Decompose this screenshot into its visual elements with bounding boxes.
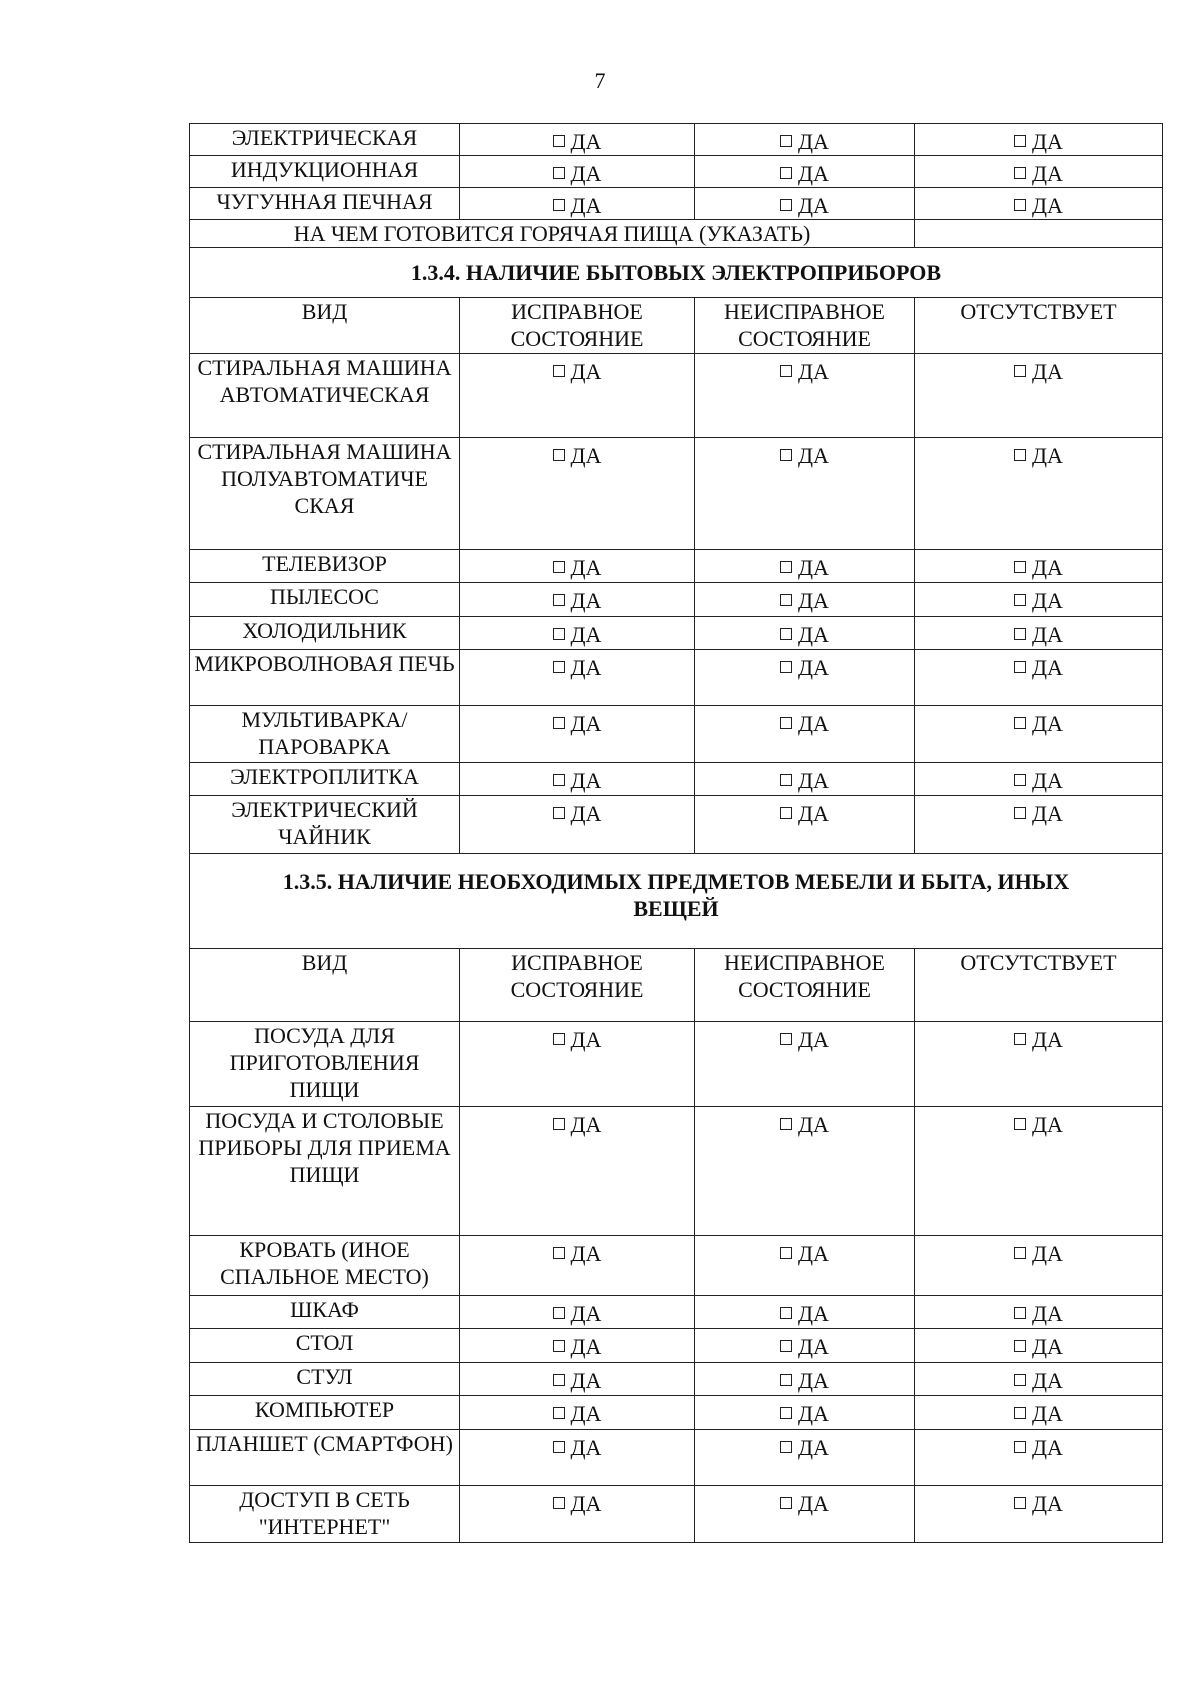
option-cell[interactable]: ДА [915, 1107, 1163, 1236]
table-row [190, 1296, 1163, 1329]
checkbox-icon[interactable] [553, 1374, 565, 1386]
option-cell[interactable]: ДА [460, 438, 695, 550]
table-row [190, 1396, 1163, 1430]
option-cell[interactable]: ДА [460, 354, 695, 438]
column-header-bad: НЕИСПРАВНОЕ СОСТОЯНИЕ [695, 949, 915, 1022]
option-cell[interactable]: ДА [460, 1236, 695, 1296]
checkbox-icon[interactable] [780, 774, 792, 786]
option-cell[interactable]: ДА [695, 124, 915, 156]
option-cell[interactable]: ДА [695, 156, 915, 188]
answer-field[interactable] [915, 220, 1163, 248]
option-cell[interactable]: ДА [915, 617, 1163, 650]
option-cell[interactable]: ДА [915, 763, 1163, 796]
checkbox-icon[interactable] [553, 1247, 565, 1259]
column-header-good: ИСПРАВНОЕ СОСТОЯНИЕ [460, 949, 695, 1022]
column-header-absent: ОТСУТСТВУЕТ [915, 949, 1163, 1022]
column-header-kind: ВИД [190, 298, 460, 354]
option-cell[interactable]: ДА [460, 1022, 695, 1107]
option-cell[interactable]: ДА [915, 650, 1163, 706]
table-row [190, 796, 1163, 854]
option-cell[interactable]: ДА [915, 438, 1163, 550]
checkbox-icon[interactable] [553, 199, 565, 211]
item-name: МУЛЬТИВАРКА/ ПАРОВАРКА [190, 706, 460, 763]
option-cell[interactable]: ДА [915, 1329, 1163, 1363]
option-cell[interactable]: ДА [460, 650, 695, 706]
checkbox-icon[interactable] [1014, 561, 1026, 573]
item-name: ХОЛОДИЛЬНИК [190, 617, 460, 650]
option-cell[interactable]: ДА [915, 1430, 1163, 1486]
checkbox-icon[interactable] [780, 365, 792, 377]
table-row [190, 763, 1163, 796]
checkbox-icon[interactable] [1014, 717, 1026, 729]
checkbox-icon[interactable] [1014, 807, 1026, 819]
checkbox-icon[interactable] [780, 449, 792, 461]
page-number: 7 [594, 68, 606, 93]
checkbox-icon[interactable] [780, 1118, 792, 1130]
column-header-good: ИСПРАВНОЕ СОСТОЯНИЕ [460, 298, 695, 354]
option-cell[interactable]: ДА [915, 550, 1163, 583]
checkbox-icon[interactable] [553, 167, 565, 179]
option-cell[interactable]: ДА [695, 1329, 915, 1363]
item-name: СТИРАЛЬНАЯ МАШИНА АВТОМАТИЧЕСКАЯ [190, 354, 460, 438]
option-cell[interactable]: ДА [695, 354, 915, 438]
option-cell[interactable]: ДА [915, 1486, 1163, 1543]
column-header-absent: ОТСУТСТВУЕТ [915, 298, 1163, 354]
checkbox-icon[interactable] [1014, 1441, 1026, 1453]
checkbox-icon[interactable] [1014, 774, 1026, 786]
option-cell[interactable]: ДА [915, 706, 1163, 763]
checkbox-icon[interactable] [553, 1033, 565, 1045]
checkbox-icon[interactable] [1014, 167, 1026, 179]
item-name: ТЕЛЕВИЗОР [190, 550, 460, 583]
item-name: ДОСТУП В СЕТЬ "ИНТЕРНЕТ" [190, 1486, 460, 1543]
checkbox-icon[interactable] [553, 1497, 565, 1509]
checkbox-icon[interactable] [1014, 594, 1026, 606]
option-cell[interactable]: ДА [460, 1486, 695, 1543]
option-cell[interactable]: ДА [695, 650, 915, 706]
checkbox-icon[interactable] [780, 1374, 792, 1386]
table-row [190, 617, 1163, 650]
checkbox-icon[interactable] [553, 1407, 565, 1419]
checkbox-icon[interactable] [780, 1497, 792, 1509]
header-row [190, 298, 1163, 354]
checkbox-icon[interactable] [780, 1033, 792, 1045]
table-row [190, 583, 1163, 617]
option-cell[interactable]: ДА [460, 550, 695, 583]
option-cell[interactable]: ДА [695, 1430, 915, 1486]
option-cell[interactable]: ДА [695, 188, 915, 220]
option-cell[interactable]: ДА [915, 1396, 1163, 1430]
checkbox-icon[interactable] [780, 1407, 792, 1419]
table-row [190, 1329, 1163, 1363]
option-cell[interactable]: ДА [460, 1329, 695, 1363]
survey-table [189, 123, 1163, 1543]
checkbox-icon[interactable] [553, 449, 565, 461]
section-row [190, 248, 1163, 298]
section-title: 1.3.4. НАЛИЧИЕ БЫТОВЫХ ЭЛЕКТРОПРИБОРОВ [190, 248, 1163, 298]
checkbox-icon[interactable] [553, 135, 565, 147]
checkbox-icon[interactable] [553, 365, 565, 377]
checkbox-icon[interactable] [553, 1340, 565, 1352]
checkbox-icon[interactable] [1014, 1497, 1026, 1509]
table-row [190, 1022, 1163, 1107]
table-row [190, 706, 1163, 763]
checkbox-icon[interactable] [780, 1307, 792, 1319]
table-row [190, 156, 1163, 188]
header-row [190, 949, 1163, 1022]
table-row [190, 188, 1163, 220]
option-cell[interactable]: ДА [695, 706, 915, 763]
checkbox-icon[interactable] [1014, 199, 1026, 211]
item-name: ЭЛЕКТРИЧЕСКИЙ ЧАЙНИК [190, 796, 460, 854]
checkbox-icon[interactable] [1014, 449, 1026, 461]
option-cell[interactable]: ДА [460, 706, 695, 763]
option-cell[interactable]: ДА [460, 156, 695, 188]
checkbox-icon[interactable] [553, 628, 565, 640]
item-name: ПОСУДА ДЛЯ ПРИГОТОВЛЕНИЯ ПИЩИ [190, 1022, 460, 1107]
checkbox-icon[interactable] [1014, 628, 1026, 640]
checkbox-icon[interactable] [1014, 1374, 1026, 1386]
option-cell[interactable]: ДА [460, 1396, 695, 1430]
option-cell[interactable]: ДА [695, 583, 915, 617]
checkbox-icon[interactable] [780, 1441, 792, 1453]
option-cell[interactable]: ДА [695, 1022, 915, 1107]
table-row [190, 354, 1163, 438]
option-cell[interactable]: ДА [915, 1363, 1163, 1396]
checkbox-icon[interactable] [780, 661, 792, 673]
item-name: КРОВАТЬ (ИНОЕ СПАЛЬНОЕ МЕСТО) [190, 1236, 460, 1296]
table-row [190, 650, 1163, 706]
option-cell[interactable]: ДА [460, 796, 695, 854]
checkbox-icon[interactable] [553, 594, 565, 606]
item-name: ИНДУКЦИОННАЯ [190, 156, 460, 188]
option-cell[interactable]: ДА [695, 550, 915, 583]
checkbox-icon[interactable] [553, 1118, 565, 1130]
checkbox-icon[interactable] [1014, 365, 1026, 377]
item-name: СТУЛ [190, 1363, 460, 1396]
checkbox-icon[interactable] [1014, 661, 1026, 673]
option-cell[interactable]: ДА [460, 583, 695, 617]
item-name: СТОЛ [190, 1329, 460, 1363]
checkbox-icon[interactable] [553, 1441, 565, 1453]
checkbox-icon[interactable] [780, 717, 792, 729]
checkbox-icon[interactable] [780, 199, 792, 211]
option-cell[interactable]: ДА [695, 796, 915, 854]
checkbox-icon[interactable] [1014, 1118, 1026, 1130]
option-cell[interactable]: ДА [460, 617, 695, 650]
option-cell[interactable]: ДА [460, 1430, 695, 1486]
checkbox-icon[interactable] [780, 807, 792, 819]
option-cell[interactable]: ДА [460, 124, 695, 156]
option-cell[interactable]: ДА [695, 1296, 915, 1329]
item-name: ЭЛЕКТРОПЛИТКА [190, 763, 460, 796]
option-cell[interactable]: ДА [695, 1363, 915, 1396]
checkbox-icon[interactable] [1014, 1033, 1026, 1045]
checkbox-icon[interactable] [1014, 1307, 1026, 1319]
checkbox-icon[interactable] [1014, 1407, 1026, 1419]
option-cell[interactable]: ДА [460, 1107, 695, 1236]
section-title: 1.3.5. НАЛИЧИЕ НЕОБХОДИМЫХ ПРЕДМЕТОВ МЕБЕЛИ И БЫТА, ИНЫХ ВЕЩЕЙ [190, 854, 1163, 949]
item-name: ШКАФ [190, 1296, 460, 1329]
table-row [190, 1236, 1163, 1296]
option-cell[interactable]: ДА [915, 354, 1163, 438]
section-row [190, 854, 1163, 949]
option-cell[interactable]: ДА [915, 1236, 1163, 1296]
checkbox-icon[interactable] [780, 167, 792, 179]
table-row [190, 1486, 1163, 1543]
checkbox-icon[interactable] [1014, 135, 1026, 147]
item-name: ПОСУДА И СТОЛОВЫЕ ПРИБОРЫ ДЛЯ ПРИЕМА ПИЩИ [190, 1107, 460, 1236]
checkbox-icon[interactable] [780, 628, 792, 640]
option-cell[interactable]: ДА [695, 617, 915, 650]
table-row [190, 1430, 1163, 1486]
column-header-bad: НЕИСПРАВНОЕ СОСТОЯНИЕ [695, 298, 915, 354]
checkbox-icon[interactable] [780, 135, 792, 147]
item-name: ПЫЛЕСОС [190, 583, 460, 617]
item-name: МИКРОВОЛНОВАЯ ПЕЧЬ [190, 650, 460, 706]
option-cell[interactable]: ДА [695, 1107, 915, 1236]
option-cell[interactable]: ДА [695, 763, 915, 796]
option-cell[interactable]: ДА [915, 583, 1163, 617]
table-row [190, 438, 1163, 550]
checkbox-icon[interactable] [553, 717, 565, 729]
item-name: КОМПЬЮТЕР [190, 1396, 460, 1430]
table-row [190, 220, 1163, 248]
option-cell[interactable]: ДА [915, 124, 1163, 156]
option-cell[interactable]: ДА [915, 156, 1163, 188]
table-row [190, 1107, 1163, 1236]
checkbox-icon[interactable] [553, 661, 565, 673]
option-cell[interactable]: ДА [460, 1296, 695, 1329]
item-name: ЭЛЕКТРИЧЕСКАЯ [190, 124, 460, 156]
option-cell[interactable]: ДА [915, 188, 1163, 220]
table-row [190, 1363, 1163, 1396]
item-name: ПЛАНШЕТ (СМАРТФОН) [190, 1430, 460, 1486]
checkbox-icon[interactable] [780, 1247, 792, 1259]
hot-food-question: НА ЧЕМ ГОТОВИТСЯ ГОРЯЧАЯ ПИЩА (УКАЗАТЬ) [190, 220, 915, 248]
option-cell[interactable]: ДА [460, 1363, 695, 1396]
checkbox-icon[interactable] [553, 774, 565, 786]
table-row [190, 550, 1163, 583]
item-name: СТИРАЛЬНАЯ МАШИНА ПОЛУАВТОМАТИЧЕ СКАЯ [190, 438, 460, 550]
option-cell[interactable]: ДА [460, 188, 695, 220]
column-header-kind: ВИД [190, 949, 460, 1022]
checkbox-icon[interactable] [780, 594, 792, 606]
item-name: ЧУГУННАЯ ПЕЧНАЯ [190, 188, 460, 220]
option-cell[interactable]: ДА [915, 796, 1163, 854]
checkbox-icon[interactable] [1014, 1340, 1026, 1352]
option-cell[interactable]: ДА [695, 1396, 915, 1430]
option-cell[interactable]: ДА [915, 1022, 1163, 1107]
option-cell[interactable]: ДА [695, 1486, 915, 1543]
checkbox-icon[interactable] [553, 807, 565, 819]
table-row [190, 124, 1163, 156]
checkbox-icon[interactable] [553, 1307, 565, 1319]
checkbox-icon[interactable] [780, 561, 792, 573]
checkbox-icon[interactable] [1014, 1247, 1026, 1259]
checkbox-icon[interactable] [780, 1340, 792, 1352]
option-cell[interactable]: ДА [695, 438, 915, 550]
option-cell[interactable]: ДА [915, 1296, 1163, 1329]
option-cell[interactable]: ДА [695, 1236, 915, 1296]
checkbox-icon[interactable] [553, 561, 565, 573]
option-cell[interactable]: ДА [460, 763, 695, 796]
